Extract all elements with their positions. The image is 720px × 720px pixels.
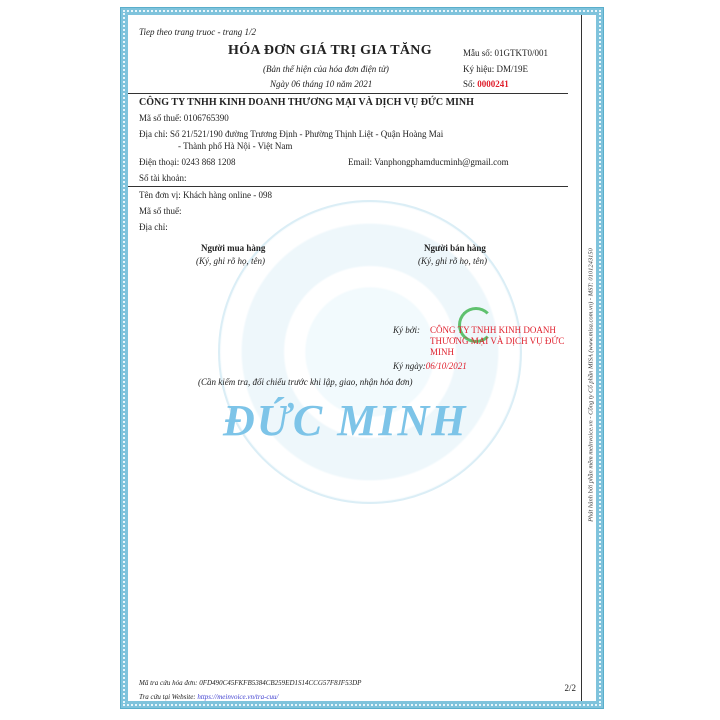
invoice-subtitle: (Bản thể hiện của hóa đơn điện tử) [263,64,389,74]
watermark-text: ĐỨC MINH [223,396,468,445]
seller-tax-code: Mã số thuế: 0106765390 [139,113,229,123]
divider [128,186,568,187]
seller-address-cont: - Thành phố Hà Nội - Việt Nam [178,141,293,151]
invoice-date: Ngày 06 tháng 10 năm 2021 [270,79,373,89]
template-value: 01GTKT0/001 [494,48,548,58]
invoice-page [121,8,603,708]
publisher-note: Phát hành bởi phần mềm meInvoice.vn - Công ty Cổ phần MISA (www.misa.com.vn) - MST: 0101243150 [587,248,595,522]
buyer-sign-title: Người mua hàng [201,243,266,253]
symbol-label: Ký hiệu: [463,64,495,74]
margin-line [581,15,582,701]
seller-sign-title: Người bán hàng [424,243,486,253]
signed-by-label: Ký bởi: [393,325,421,335]
sign-date: 06/10/2021 [425,361,467,371]
sign-date-label: Ký ngày: [393,361,426,371]
buyer-sign-note: (Ký, ghi rõ họ, tên) [196,256,265,266]
number-label: Số: [463,79,476,89]
seller-name: CÔNG TY TNHH KINH DOANH THƯƠNG MẠI VÀ DỊCH VỤ ĐỨC MINH [139,97,474,108]
seller-phone: Điện thoại: 0243 868 1208 [139,157,236,167]
template-label: Mẫu số: [463,48,493,58]
page-number: 2/2 [564,683,576,693]
symbol-value: DM/19E [496,64,528,74]
buyer-unit: Tên đơn vị: Khách hàng online - 098 [139,190,272,200]
invoice-title: HÓA ĐƠN GIÁ TRỊ GIA TĂNG [228,43,432,58]
buyer-tax-code: Mã số thuế: [139,206,182,216]
lookup-site-link[interactable]: https://meinvoice.vn/tra-cuu/ [197,693,279,701]
invoice-number: 0000241 [477,79,509,89]
continued-note: Tiep theo trang truoc - trang 1/2 [139,27,256,37]
lookup-code: Mã tra cứu hóa đơn: 0FD490C45FKFB5384CB259ED1S14CCG57F8JF53DP [139,679,362,687]
seller-email: Email: Vanphongphamducminh@gmail.com [348,157,509,167]
seller-sign-note: (Ký, ghi rõ họ, tên) [418,256,487,266]
seller-account: Số tài khoản: [139,173,187,183]
divider [128,93,568,94]
seller-address: Địa chỉ: Số 21/521/190 đường Trương Định - Phường Thịnh Liệt - Quận Hoàng Mai [139,129,444,139]
buyer-address: Địa chỉ: [139,222,168,232]
lookup-site-label: Tra cứu tại Website: [139,693,196,701]
check-note: (Cần kiểm tra, đối chiếu trước khi lập, giao, nhận hóa đơn) [198,377,413,387]
signed-by-name: CÔNG TY TNHH KINH DOANH THƯƠNG MẠI VÀ DỊCH VỤ ĐỨC MINH [430,325,565,357]
